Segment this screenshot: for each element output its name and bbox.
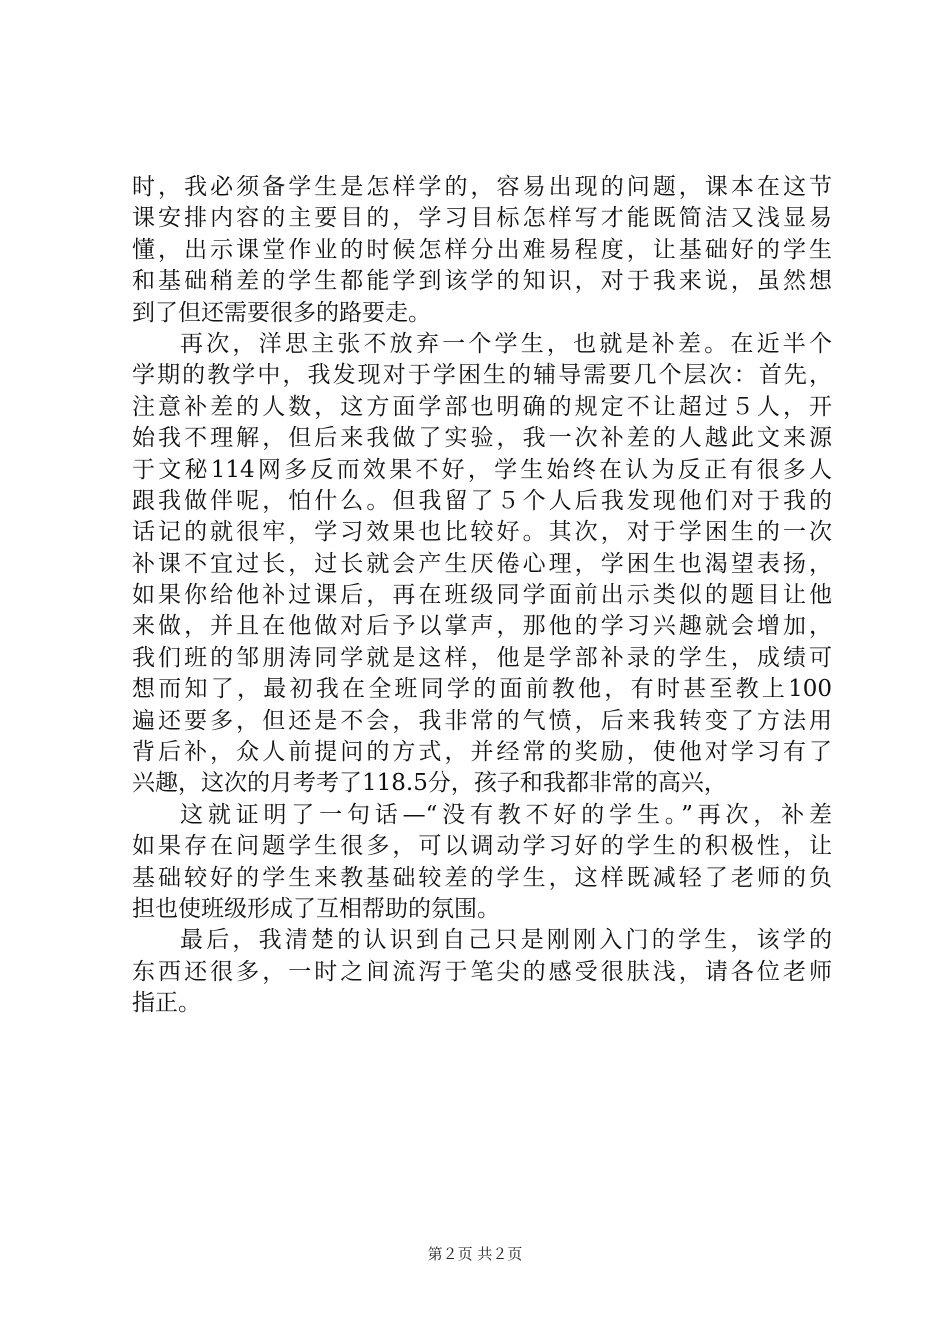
text-line: 注意补差的人数，这方面学部也明确的规定不让超过５人，开 bbox=[132, 393, 832, 420]
document-body bbox=[132, 172, 832, 1020]
text-line: 到了但还需要很多的路要走。 bbox=[132, 299, 431, 326]
paragraph-2 bbox=[132, 329, 832, 800]
text-line: 兴趣，这次的月考考了118.5分，孩子和我都非常的高兴， bbox=[132, 770, 727, 797]
text-line: 来做，并且在他做对后予以掌声，那他的学习兴趣就会增加， bbox=[132, 613, 832, 640]
text-line: 话记的就很牢，学习效果也比较好。其次，对于学困生的一次 bbox=[132, 519, 832, 546]
text-line: 东西还很多，一时之间流泻于笔尖的感受很肤浅，请各位老师 bbox=[132, 958, 832, 985]
text-line: 如果你给他补过课后，再在班级同学面前出示类似的题目让他 bbox=[132, 582, 832, 609]
paragraph-4 bbox=[132, 925, 832, 1019]
text-line: 再次，洋思主张不放弃一个学生，也就是补差。在近半个 bbox=[180, 330, 832, 357]
text-line: 这就证明了一句话—“没有教不好的学生。”再次，补差 bbox=[180, 801, 832, 828]
text-line: 担也使班级形成了互相帮助的氛围。 bbox=[132, 895, 500, 922]
text-line: 指正。 bbox=[132, 990, 201, 1017]
paragraph-1 bbox=[132, 172, 832, 329]
text-line: 基础较好的学生来教基础较差的学生，这样既减轻了老师的负 bbox=[132, 864, 832, 891]
text-line: 和基础稍差的学生都能学到该学的知识，对于我来说，虽然想 bbox=[132, 268, 832, 295]
text-line: 于文秘114网多反而效果不好，学生始终在认为反正有很多人 bbox=[132, 456, 832, 483]
text-line: 始我不理解，但后来我做了实验，我一次补差的人越此文来源 bbox=[132, 425, 832, 452]
text-line: 补课不宜过长，过长就会产生厌倦心理，学困生也渴望表扬， bbox=[132, 550, 832, 577]
text-line: 跟我做伴呢，怕什么。但我留了５个人后我发现他们对于我的 bbox=[132, 487, 832, 514]
paragraph-3 bbox=[132, 800, 832, 926]
page-number-footer: 第２页 共２页 bbox=[427, 1245, 523, 1263]
text-line: 遍还要多，但还是不会，我非常的气愤，后来我转变了方法用 bbox=[132, 707, 832, 734]
text-line: 如果存在问题学生很多，可以调动学习好的学生的积极性，让 bbox=[132, 833, 832, 860]
text-line: 想而知了，最初我在全班同学的面前教他，有时甚至教上100 bbox=[132, 676, 832, 703]
text-line: 我们班的邹朋涛同学就是这样，他是学部补录的学生，成绩可 bbox=[132, 644, 832, 671]
text-line: 懂，出示课堂作业的时候怎样分出难易程度，让基础好的学生 bbox=[132, 236, 832, 263]
text-line: 时，我必须备学生是怎样学的，容易出现的问题，课本在这节 bbox=[132, 174, 832, 200]
text-line: 学期的教学中，我发现对于学困生的辅导需要几个层次：首先， bbox=[132, 362, 832, 389]
text-line: 课安排内容的主要目的，学习目标怎样写才能既简洁又浅显易 bbox=[132, 205, 832, 232]
text-line: 背后补，众人前提问的方式，并经常的奖励，使他对学习有了 bbox=[132, 739, 832, 766]
text-line: 最后，我清楚的认识到自己只是刚刚入门的学生，该学的 bbox=[180, 927, 832, 954]
